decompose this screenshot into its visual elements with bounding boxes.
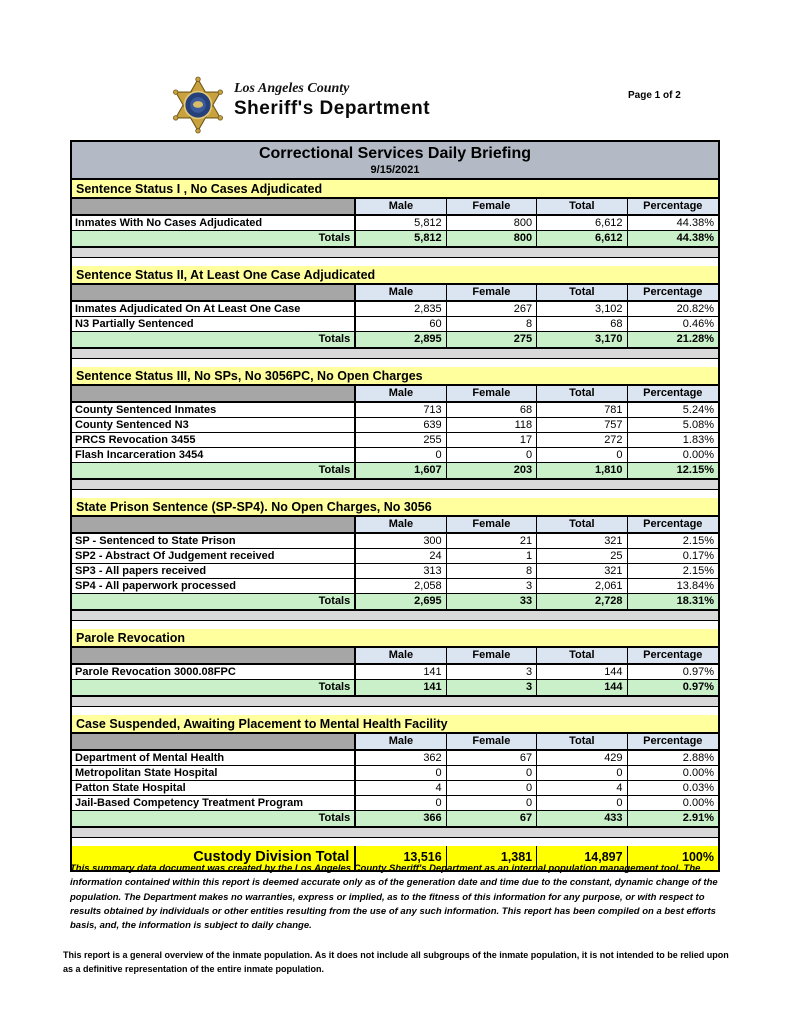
- totals-value-female: 203: [447, 463, 537, 480]
- row-value-percentage: 44.38%: [628, 216, 718, 231]
- column-header-spacer-cell: [72, 734, 356, 751]
- column-header-male: Male: [356, 734, 446, 751]
- totals-value-total: 433: [537, 811, 627, 828]
- row-value-total: 0: [537, 448, 627, 463]
- column-header-spacer-cell: [72, 648, 356, 665]
- row-value-male: 0: [356, 796, 446, 811]
- section-spacer-gray: [72, 248, 718, 258]
- section-3: [72, 367, 718, 498]
- row-label: SP3 - All papers received: [72, 564, 356, 579]
- table-row: [72, 302, 718, 317]
- lasd-logo: [170, 75, 430, 135]
- section-spacer-white: [72, 707, 718, 715]
- column-header-row: [72, 386, 718, 403]
- row-value-total: 429: [537, 751, 627, 766]
- sheriff-star-icon: [170, 75, 226, 135]
- row-value-total: 144: [537, 665, 627, 680]
- column-header-female: Female: [447, 199, 537, 216]
- row-value-female: 8: [447, 317, 537, 332]
- totals-value-percentage: 0.97%: [628, 680, 718, 697]
- totals-value-total: 1,810: [537, 463, 627, 480]
- column-header-female: Female: [447, 648, 537, 665]
- column-header-total: Total: [537, 648, 627, 665]
- title-band: [72, 142, 718, 180]
- briefing-container: [70, 140, 720, 872]
- totals-value-male: 2,895: [356, 332, 446, 349]
- row-label: Jail-Based Competency Treatment Program: [72, 796, 356, 811]
- column-header-percentage: Percentage: [628, 386, 718, 403]
- row-value-percentage: 0.97%: [628, 665, 718, 680]
- totals-value-percentage: 12.15%: [628, 463, 718, 480]
- row-value-female: 68: [447, 403, 537, 418]
- row-value-total: 321: [537, 534, 627, 549]
- row-value-male: 0: [356, 766, 446, 781]
- custody-total-female: 1,381: [447, 846, 537, 870]
- totals-value-female: 3: [447, 680, 537, 697]
- table-row: [72, 665, 718, 680]
- column-header-row: [72, 734, 718, 751]
- table-row: [72, 317, 718, 332]
- column-header-female: Female: [447, 517, 537, 534]
- totals-value-total: 6,612: [537, 231, 627, 248]
- row-label: N3 Partially Sentenced: [72, 317, 356, 332]
- column-header-percentage: Percentage: [628, 648, 718, 665]
- row-value-percentage: 0.00%: [628, 448, 718, 463]
- logo-county-text: Los Angeles County: [234, 81, 350, 96]
- row-value-percentage: 0.17%: [628, 549, 718, 564]
- row-value-percentage: 2.88%: [628, 751, 718, 766]
- section-6: [72, 715, 718, 846]
- totals-label: Totals: [72, 463, 356, 480]
- column-header-male: Male: [356, 199, 446, 216]
- row-label: SP2 - Abstract Of Judgement received: [72, 549, 356, 564]
- row-value-male: 60: [356, 317, 446, 332]
- row-value-female: 267: [447, 302, 537, 317]
- row-value-male: 24: [356, 549, 446, 564]
- totals-value-total: 144: [537, 680, 627, 697]
- section-spacer-white: [72, 258, 718, 266]
- row-value-male: 362: [356, 751, 446, 766]
- row-label: PRCS Revocation 3455: [72, 433, 356, 448]
- column-header-percentage: Percentage: [628, 734, 718, 751]
- totals-row: [72, 811, 718, 828]
- section-title: Case Suspended, Awaiting Placement to Mental Health Facility: [72, 715, 718, 734]
- table-row: [72, 403, 718, 418]
- row-value-total: 757: [537, 418, 627, 433]
- column-header-male: Male: [356, 517, 446, 534]
- row-value-total: 2,061: [537, 579, 627, 594]
- row-value-percentage: 1.83%: [628, 433, 718, 448]
- row-value-female: 0: [447, 796, 537, 811]
- section-spacer-gray: [72, 828, 718, 838]
- totals-label: Totals: [72, 231, 356, 248]
- row-label: Department of Mental Health: [72, 751, 356, 766]
- row-value-male: 713: [356, 403, 446, 418]
- section-title: Sentence Status III, No SPs, No 3056PC, No Open Charges: [72, 367, 718, 386]
- row-value-total: 321: [537, 564, 627, 579]
- totals-value-male: 2,695: [356, 594, 446, 611]
- totals-label: Totals: [72, 680, 356, 697]
- row-value-female: 1: [447, 549, 537, 564]
- table-row: [72, 766, 718, 781]
- totals-value-male: 366: [356, 811, 446, 828]
- row-label: SP4 - All paperwork processed: [72, 579, 356, 594]
- section-spacer-gray: [72, 349, 718, 359]
- row-label: County Sentenced Inmates: [72, 403, 356, 418]
- column-header-male: Male: [356, 285, 446, 302]
- row-value-total: 6,612: [537, 216, 627, 231]
- row-value-male: 141: [356, 665, 446, 680]
- row-value-percentage: 0.03%: [628, 781, 718, 796]
- section-2: [72, 266, 718, 367]
- totals-value-female: 33: [447, 594, 537, 611]
- row-value-percentage: 0.46%: [628, 317, 718, 332]
- column-header-percentage: Percentage: [628, 199, 718, 216]
- totals-row: [72, 231, 718, 248]
- row-label: County Sentenced N3: [72, 418, 356, 433]
- row-value-percentage: 13.84%: [628, 579, 718, 594]
- row-label: SP - Sentenced to State Prison: [72, 534, 356, 549]
- section-5: [72, 629, 718, 715]
- column-header-spacer-cell: [72, 386, 356, 403]
- custody-total-total: 14,897: [537, 846, 627, 870]
- row-label: Metropolitan State Hospital: [72, 766, 356, 781]
- section-spacer-gray: [72, 611, 718, 621]
- totals-value-female: 800: [447, 231, 537, 248]
- totals-label: Totals: [72, 811, 356, 828]
- row-value-female: 3: [447, 665, 537, 680]
- column-header-total: Total: [537, 199, 627, 216]
- column-header-spacer-cell: [72, 285, 356, 302]
- table-row: [72, 549, 718, 564]
- section-spacer-white: [72, 490, 718, 498]
- table-row: [72, 448, 718, 463]
- logo-department-text: Sheriff's Department: [234, 98, 431, 119]
- row-label: Inmates Adjudicated On At Least One Case: [72, 302, 356, 317]
- row-value-male: 639: [356, 418, 446, 433]
- column-header-male: Male: [356, 386, 446, 403]
- column-header-male: Male: [356, 648, 446, 665]
- row-label: Patton State Hospital: [72, 781, 356, 796]
- row-value-female: 0: [447, 781, 537, 796]
- column-header-row: [72, 648, 718, 665]
- row-value-percentage: 20.82%: [628, 302, 718, 317]
- row-value-percentage: 2.15%: [628, 564, 718, 579]
- table-row: [72, 751, 718, 766]
- row-value-female: 800: [447, 216, 537, 231]
- row-value-female: 17: [447, 433, 537, 448]
- section-title: Sentence Status II, At Least One Case Adjudicated: [72, 266, 718, 285]
- totals-label: Totals: [72, 332, 356, 349]
- row-value-percentage: 0.00%: [628, 796, 718, 811]
- row-value-total: 272: [537, 433, 627, 448]
- custody-total-male: 13,516: [356, 846, 446, 870]
- custody-total-percentage: 100%: [682, 850, 714, 864]
- section-spacer-white: [72, 359, 718, 367]
- table-row: [72, 418, 718, 433]
- row-value-percentage: 5.24%: [628, 403, 718, 418]
- section-spacer-white: [72, 838, 718, 846]
- table-row: [72, 433, 718, 448]
- totals-value-percentage: 44.38%: [628, 231, 718, 248]
- section-title: Sentence Status I , No Cases Adjudicated: [72, 180, 718, 199]
- row-value-male: 313: [356, 564, 446, 579]
- row-value-female: 67: [447, 751, 537, 766]
- column-header-row: [72, 199, 718, 216]
- column-header-total: Total: [537, 517, 627, 534]
- table-row: [72, 564, 718, 579]
- column-header-percentage: Percentage: [628, 517, 718, 534]
- row-value-male: 5,812: [356, 216, 446, 231]
- row-label: Flash Incarceration 3454: [72, 448, 356, 463]
- totals-value-total: 2,728: [537, 594, 627, 611]
- row-value-percentage: 0.00%: [628, 766, 718, 781]
- row-value-total: 68: [537, 317, 627, 332]
- totals-row: [72, 680, 718, 697]
- row-value-male: 2,058: [356, 579, 446, 594]
- overview-note-text: This report is a general overview of the inmate population. As it does not include all subgroups of the inmate population, it is not intended to be relied upon as a definitive representation of the entire inmate population.: [63, 950, 729, 975]
- column-header-spacer-cell: [72, 517, 356, 534]
- report-title: Correctional Services Daily Briefing: [258, 145, 532, 162]
- column-header-percentage: Percentage: [628, 285, 718, 302]
- totals-row: [72, 463, 718, 480]
- row-value-total: 25: [537, 549, 627, 564]
- row-value-total: 781: [537, 403, 627, 418]
- row-value-total: 4: [537, 781, 627, 796]
- section-spacer-white: [72, 621, 718, 629]
- column-header-female: Female: [447, 285, 537, 302]
- totals-value-male: 5,812: [356, 231, 446, 248]
- totals-value-percentage: 2.91%: [628, 811, 718, 828]
- row-value-total: 0: [537, 796, 627, 811]
- row-value-male: 4: [356, 781, 446, 796]
- totals-row: [72, 332, 718, 349]
- section-spacer-gray: [72, 480, 718, 490]
- section-1: [72, 180, 718, 266]
- row-value-female: 21: [447, 534, 537, 549]
- row-value-male: 300: [356, 534, 446, 549]
- section-spacer-gray: [72, 697, 718, 707]
- table-row: [72, 781, 718, 796]
- row-label: Parole Revocation 3000.08FPC: [72, 665, 356, 680]
- custody-total-label: Custody Division Total: [72, 846, 356, 870]
- row-value-female: 0: [447, 448, 537, 463]
- logo-text: [234, 81, 430, 120]
- totals-row: [72, 594, 718, 611]
- totals-value-male: 1,607: [356, 463, 446, 480]
- row-value-percentage: 5.08%: [628, 418, 718, 433]
- totals-value-total: 3,170: [537, 332, 627, 349]
- row-value-female: 0: [447, 766, 537, 781]
- totals-value-female: 67: [447, 811, 537, 828]
- column-header-total: Total: [537, 734, 627, 751]
- table-row: [72, 796, 718, 811]
- row-value-total: 3,102: [537, 302, 627, 317]
- column-header-row: [72, 517, 718, 534]
- table-row: [72, 534, 718, 549]
- row-value-male: 0: [356, 448, 446, 463]
- column-header-total: Total: [537, 386, 627, 403]
- row-value-total: 0: [537, 766, 627, 781]
- column-header-row: [72, 285, 718, 302]
- totals-value-male: 141: [356, 680, 446, 697]
- table-row: [72, 579, 718, 594]
- row-value-female: 8: [447, 564, 537, 579]
- column-header-female: Female: [447, 386, 537, 403]
- sections-container: [72, 180, 718, 846]
- row-value-female: 118: [447, 418, 537, 433]
- totals-value-percentage: 18.31%: [628, 594, 718, 611]
- section-4: [72, 498, 718, 629]
- row-value-male: 2,835: [356, 302, 446, 317]
- row-label: Inmates With No Cases Adjudicated: [72, 216, 356, 231]
- totals-value-percentage: 21.28%: [628, 332, 718, 349]
- section-title: State Prison Sentence (SP-SP4). No Open Charges, No 3056: [72, 498, 718, 517]
- row-value-male: 255: [356, 433, 446, 448]
- row-value-percentage: 2.15%: [628, 534, 718, 549]
- section-title: Parole Revocation: [72, 629, 718, 648]
- table-row: [72, 216, 718, 231]
- totals-label: Totals: [72, 594, 356, 611]
- disclaimer-text: This summary data document was created by the Los Angeles County Sheriff's Department as an internal population management tool. The information contained within this report is deemed accurate only as of the generation date and time due to the constant, dynamic change of the population. The Department makes no warranties, express or implied, as to the fitness of this information for any purpose, or with respect to results obtained by individuals or other entities resulting from the use of any such information. This report has been compiled on a best efforts basis, and, the information is subject to daily change.: [70, 863, 718, 931]
- totals-value-female: 275: [447, 332, 537, 349]
- row-value-female: 3: [447, 579, 537, 594]
- column-header-spacer-cell: [72, 199, 356, 216]
- column-header-female: Female: [447, 734, 537, 751]
- column-header-total: Total: [537, 285, 627, 302]
- page-number-label: Page 1 of 2: [628, 90, 681, 101]
- report-date: 9/15/2021: [370, 164, 420, 176]
